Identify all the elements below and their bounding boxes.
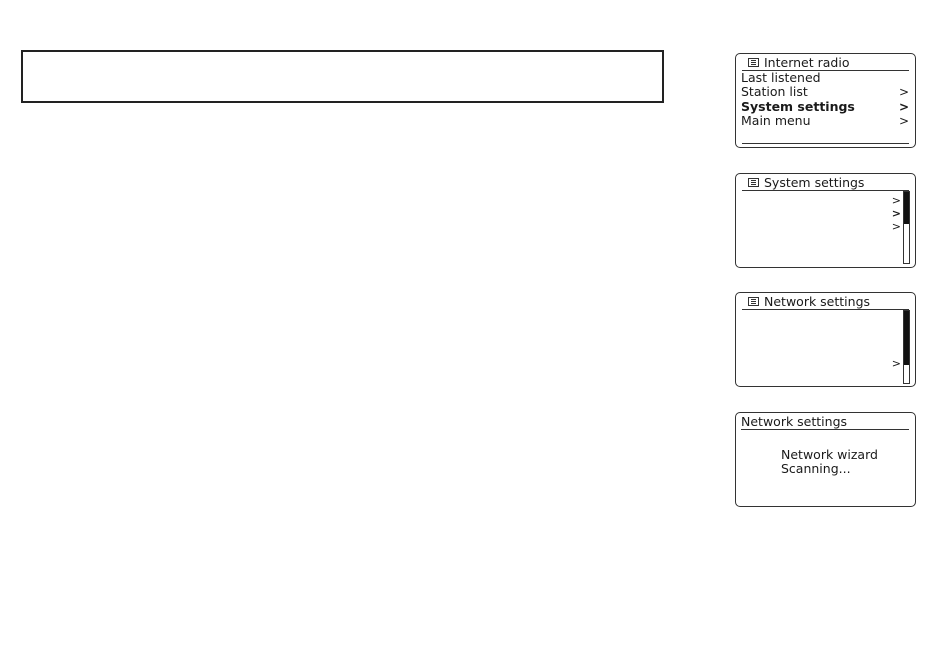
lcd-title [742,175,909,191]
title-internet-radio: Internet radio [764,54,850,70]
scrollbar[interactable] [903,191,910,264]
menu-item-last-listened[interactable] [741,71,909,85]
menu-item-label: Station list [741,84,808,100]
lcd-network-settings [735,292,916,387]
lcd-system-settings [735,173,916,268]
lcd-title [742,55,909,71]
menu-item-station-list[interactable] [741,85,909,99]
menu-list-icon [748,178,759,187]
menu-list-icon [748,297,759,306]
menu-item-label: Main menu [741,112,811,128]
menu-item-main-menu[interactable] [741,114,909,128]
title-network-settings: Network settings [764,293,871,309]
lcd-title [742,294,909,310]
menu-list [741,71,909,128]
scrollbar[interactable] [903,310,910,384]
chevron-right-icon: > [898,113,909,128]
status-text: Scanning... [781,461,851,476]
wizard-line: Network wizard [781,447,878,462]
note-box [21,50,664,103]
chevron-right-icon: > [898,99,909,114]
chevron-list [892,194,901,233]
lcd-internet-radio [735,53,916,148]
title-system-settings: System settings [764,174,865,190]
chevron-right-icon: > [891,207,901,220]
title-network-settings: Network settings [741,413,848,429]
scrollbar-thumb[interactable] [904,311,909,365]
menu-item-system-settings[interactable] [741,100,909,114]
menu-list-icon [748,58,759,67]
menu-item-label: Last listened [741,70,821,85]
lcd-network-wizard [735,412,916,507]
scrollbar-thumb[interactable] [904,192,909,224]
chevron-right-icon: > [898,85,909,100]
chevron-right-icon: > [891,357,901,370]
chevron-right-icon: > [891,194,901,207]
lcd-title [741,414,909,430]
chevron-list [892,357,901,370]
menu-item-label: System settings [741,98,855,114]
wizard-message [781,448,878,476]
divider [742,143,909,144]
chevron-right-icon: > [891,220,901,233]
